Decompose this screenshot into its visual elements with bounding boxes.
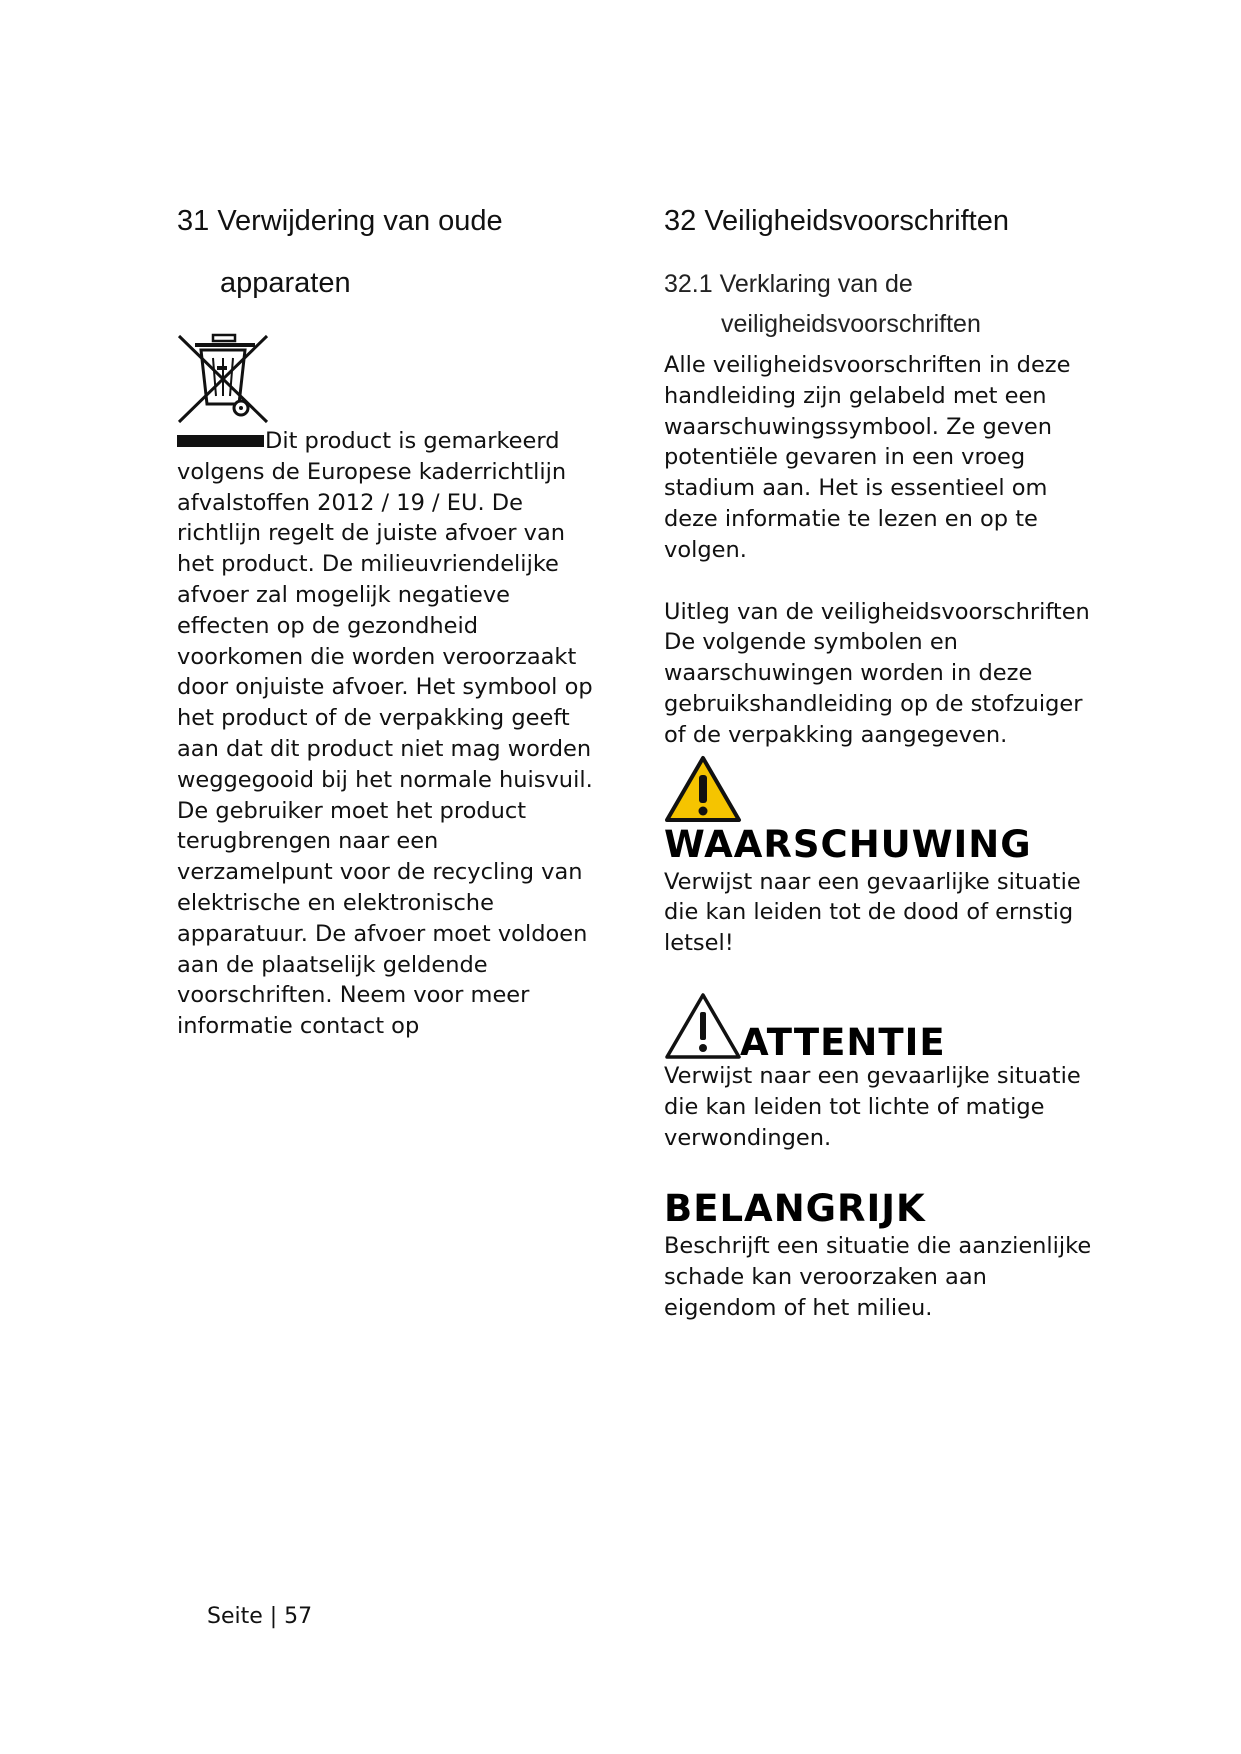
attention-text: Verwijst naar een gevaarlijke situatie die kan leiden tot lichte of matige verwondingen. [664, 1062, 1081, 1151]
important-text: Beschrijft een situatie die aanzienlijke schade kan veroorzaken aan eigendom of het milieu. [664, 1233, 1092, 1321]
section-heading-safety: 32 Veiligheidsvoorschriften [664, 205, 1009, 237]
heading-line-1: 31 Verwijdering van oude [177, 205, 503, 237]
subheading-line-2: veiligheidsvoorschriften [721, 310, 981, 338]
disposal-paragraph: Dit product is gemarkeerd volgens de Europese kaderrichtlijn afvalstoffen 2012 / 19 / EU. De richtlijn regelt de juiste afvoer van het product. De milieuvriendelijke afvoer zal mogelijk negatieve effecten op de gezondheid voorkomen die worden veroorzaakt door onjuiste afvoer. Het symbool op het product of de verpakking geeft aan dat dit product niet mag worden weggegooid bij het normale huisvuil. De gebruiker moet het product terugbrengen naar een verzamelpunt voor de recycling van elektrische en elektronische apparatuur. De afvoer moet voldoen aan de plaatselijk geldende voorschriften. Neem voor meer informatie contact op [177, 428, 593, 1040]
section-heading-disposal [177, 190, 597, 314]
attention-header [664, 991, 1104, 1064]
attention-title: ATTENTIE [740, 1020, 946, 1064]
subheading-line-1: 32.1 Verklaring van de [664, 270, 913, 298]
important-title: BELANGRIJK [664, 1187, 926, 1231]
right-column [664, 190, 1104, 1324]
warning-text: Verwijst naar een gevaarlijke situatie die kan leiden tot de dood of ernstig letsel! [664, 868, 1081, 957]
crossed-out-bin-icon [177, 332, 269, 426]
heading-line-2: apparaten [220, 267, 351, 299]
left-column [177, 190, 597, 1042]
weee-block [177, 332, 597, 1042]
page-footer: Seite | 57 [207, 1604, 313, 1629]
caution-triangle-icon [664, 991, 742, 1061]
warning-triangle-icon [664, 755, 742, 823]
explain-paragraph: De volgende symbolen en waarschuwingen worden in deze gebruikshandleiding op de stofzuiger of de verpakking aangegeven. [664, 629, 1083, 748]
subsection-heading [664, 264, 1104, 344]
explain-title: Uitleg van de veiligheidsvoorschriften [664, 598, 1090, 625]
intro-paragraph: Alle veiligheidsvoorschriften in deze handleiding zijn gelabeld met een waarschuwingssymbool. Ze geven potentiële gevaren in een vroeg stadium aan. Het is essentieel om deze informatie te lezen en op te volgen. [664, 352, 1071, 563]
weee-underline-bar [177, 435, 264, 447]
warning-title: WAARSCHUWING [664, 822, 1032, 866]
